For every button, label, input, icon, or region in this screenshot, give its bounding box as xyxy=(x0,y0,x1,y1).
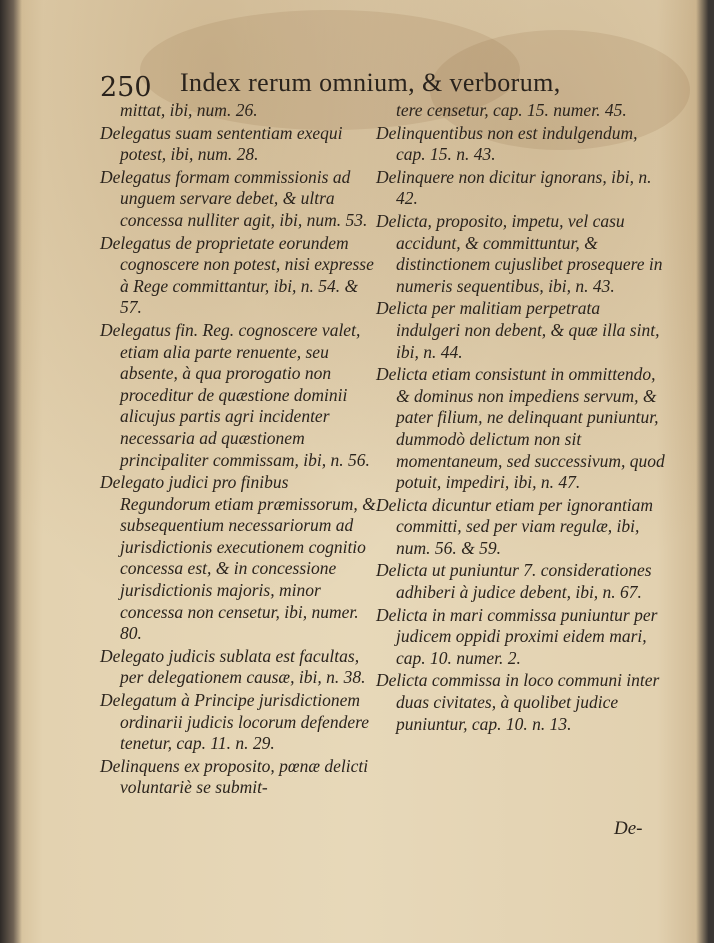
index-entry: Delegatus de proprietate eorundem cognoscere non potest, nisi expresse à Rege committantur, ibi, n. 54. & 57. xyxy=(100,232,374,318)
running-title: Index rerum omnium, & verborum, xyxy=(180,68,561,97)
index-entry: Delicta per malitiam perpetrata indulgeri non debent, & quæ illa sint, ibi, n. 44. xyxy=(376,298,660,362)
index-entry: mittat, ibi, num. 26. xyxy=(120,100,258,120)
index-entry: Delinquere non dicitur ignorans, ibi, n. 42. xyxy=(376,166,652,209)
index-entry: Delegatum à Principe jurisdictionem ordinarii judicis locorum defendere tenetur, cap. 11. n. 29. xyxy=(100,690,370,754)
left-column xyxy=(100,100,380,800)
index-entry: Delinquens ex proposito, pœnæ delicti voluntariè se submit- xyxy=(100,755,369,798)
index-entry: tere censetur, cap. 15. numer. 45. xyxy=(396,100,627,120)
right-column xyxy=(376,100,666,736)
index-entry: Delegatus fin. Reg. cognoscere valet, etiam alia parte renuente, seu absente, à qua prorogatio non proceditur de quæstione dominii alicujus partis agri incidenter necessaria ad quæstionem principaliter commissam, ibi, n. 56. xyxy=(100,319,370,470)
binding-shadow xyxy=(0,0,22,943)
index-entry: Delicta etiam consistunt in ommittendo, & dominus non impediens servum, & pater filium, ne delinquant puniuntur, dummodò delictum non sit momentaneum, sed successivum, quod potuit, impediri, ibi, n. 47. xyxy=(376,364,665,493)
index-entry: Delegato judici pro finibus Regundorum etiam præmissorum, & subsequentium necessariorum ad jurisdictionis executionem cognitio concessa est, & in concessione jurisdictionis majoris, minor concessa non censetur, ibi, numer. 80. xyxy=(100,472,376,644)
index-entry: Delegatus suam sententiam exequi potest, ibi, num. 28. xyxy=(100,122,343,165)
index-entry: Delicta commissa in loco communi inter duas civitates, à quolibet judice puniuntur, cap. 10. n. 13. xyxy=(376,670,660,734)
catchword: De- xyxy=(614,818,643,839)
index-entry: Delicta in mari commissa puniuntur per judicem oppidi proximi eidem mari, cap. 10. numer. 2. xyxy=(376,604,658,668)
index-entry: Delegato judicis sublata est facultas, per delegationem causæ, ibi, n. 38. xyxy=(100,645,366,688)
page-edge xyxy=(696,0,714,943)
page-number: 250 xyxy=(100,72,152,103)
index-entry: Delicta ut puniuntur 7. considerationes adhiberi à judice debent, ibi, n. 67. xyxy=(376,560,652,603)
index-entry: Delicta dicuntur etiam per ignorantiam committi, sed per viam regulæ, ibi, num. 56. & 59. xyxy=(376,494,654,558)
index-entry: Delegatus formam commissionis ad unguem servare debet, & ultra concessa nulliter agit, ibi, num. 53. xyxy=(100,166,368,230)
index-entry: Delicta, proposito, impetu, vel casu accidunt, & committuntur, & distinctionem cujuslibet prosequere in numeris sequentibus, ibi, n. 43. xyxy=(376,210,663,296)
index-entry: Delinquentibus non est indulgendum, cap. 15. n. 43. xyxy=(376,122,638,165)
